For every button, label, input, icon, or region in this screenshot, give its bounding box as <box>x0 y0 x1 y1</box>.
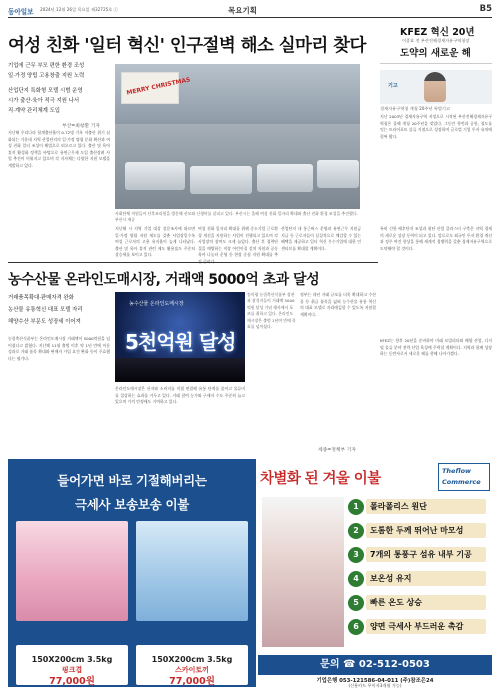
feature-number-icon: 1 <box>348 499 364 515</box>
article1-subhead: 시가 출산·육아 적극 지원 나서 <box>8 98 80 104</box>
feature-item: 빠른 온도 상승 <box>366 595 486 610</box>
article2-byline: 세종=정책부 기자 <box>318 448 356 453</box>
kfez-body-3: KFEZ는 향후 20년을 준비하며 미래 모빌리티와 해양 산업, 디지털 물류 분야 전략 산업 육성에 주력할 계획이다. 지역과 함께 성장하는 동반자로서 새로운 해를 향해 나아가겠다. <box>380 338 492 357</box>
article1-body-col4: 산업단지 내 통근버스 운영과 유연근무 지원금 지급 등 근로자들이 실질적으로 체감할 수 있는 혜택을 제공하고 일터 혁신 우수기업에 대한 인센티브를 확대할 계획이다. <box>281 226 361 251</box>
baby-bassinet <box>190 166 252 194</box>
article1-body-col2: 지난해 시 지역 기업 대상 설문조사에 따르면 일·가정 양립 지원 제도를 갖춘 사업장일수록 여성 근로자의 고용 유지율이 높게 나타났다. 출산 및 육아 휴직 관련 제도 활용률도 꾸준히 상승세를 보이고 있다. <box>115 226 195 258</box>
feature-item: 도톰한 두께 뛰어난 마모성 <box>366 523 486 538</box>
article1-subhead: 산업단지 특화형 모델 시범 운영 <box>8 88 83 94</box>
baby-bassinet <box>125 162 185 190</box>
columnist-portrait <box>380 70 492 104</box>
christmas-banner-text: MERRY CHRISTMAS <box>125 76 192 97</box>
article2-subhead: 해양수산 부문도 성장세 이어져 <box>8 319 81 325</box>
article2-body-col3: 정부는 내년 거래 규모를 더욱 확대하고 수산물 등 취급 품목을 넓혀 농수산물 유통 혁신의 대표 모델로 자리매김할 수 있도록 지원할 계획이다. <box>300 292 376 317</box>
blanket-product-image <box>262 497 344 647</box>
feature-number-icon: 3 <box>348 547 364 563</box>
columnist-photo <box>424 72 446 102</box>
product-color: 스카이토끼 <box>175 666 209 674</box>
brand-line-2: Commerce <box>442 478 481 486</box>
article1-headline: 여성 친화 '일터 혁신' 인구절벽 해소 실마리 찾다 <box>8 36 366 56</box>
issue-date: 2024년 12월 26일 목요일 제32725호 ⓒ <box>40 7 118 12</box>
feature-item: 폴라폴리스 원단 <box>366 499 486 514</box>
feature-number-icon: 4 <box>348 571 364 587</box>
section-divider <box>8 262 378 263</box>
event-participants <box>115 358 245 382</box>
kfez-subtitle: 이종효 전 부산진해경제자유구역청장 <box>402 38 470 43</box>
kfez-tagline: 도약의 새로운 해 <box>400 48 471 59</box>
ad-contact-phone[interactable]: 문의 ☎ 02-512-0503 <box>258 655 492 675</box>
article1-photo <box>115 64 360 209</box>
baby-bassinet <box>257 164 313 192</box>
feature-number-icon: 6 <box>348 619 364 635</box>
kfez-title: KFEZ 혁신 20년 <box>400 27 475 38</box>
kfez-column-tag: 경제자유구역청 개청 20주년 특별기고 <box>380 106 450 111</box>
product-price: 77,000원 <box>49 676 95 687</box>
winter-blanket-advertisement[interactable] <box>258 459 492 687</box>
blanket-advertisement[interactable] <box>8 459 256 687</box>
newspaper-logo: 동아일보 <box>8 8 34 16</box>
product-spec: 150X200cm 3.5kg <box>31 655 113 664</box>
kfez-body-2: 특히 신항 배후단지 조성과 첨단 산업 클러스터 구축은 지역 경제의 새로운 성장 동력이 되고 있다. 앞으로도 외국인 투자 환경 개선과 정주 여건 향상을 통해 세계적 경쟁력을 갖춘 경제자유구역으로 도약해야 할 것이다. <box>380 226 492 251</box>
feature-item: 7개의 통풍구 섬유 내부 기공 <box>366 547 486 562</box>
product-image-sky <box>136 521 248 621</box>
ad-bank-account: 기업은행 053-121586-04-011 (주)참조은24 <box>316 678 434 684</box>
article1-photo-caption: 사회단체 직원들이 산후조리원을 방문해 산모와 신생아를 살피고 있다. 부산시는 올해 여성 친화 일자리 확대와 출산 친화 환경 조성을 추진했다. 부산시 제공 <box>115 211 358 222</box>
product-spec: 150X200cm 3.5kg <box>151 655 233 664</box>
brand-line-1: Theflow <box>442 467 472 475</box>
product-image-pink <box>16 521 128 621</box>
article1-subhead: 기업에 근무 부모 편한 환경 조성 <box>8 63 85 69</box>
product-color: 핑크겹 <box>61 666 83 674</box>
ad-headline-1: 들어가면 바로 기절해버리는 <box>57 473 207 488</box>
page-header <box>8 4 492 18</box>
article1-subhead: 일·가정 양립 고용창출 지원 노력 <box>8 73 85 79</box>
brand-logo <box>438 463 490 491</box>
article2-body-col2: 온라인도매시장은 산지와 소비지를 직접 연결해 유통 단계를 줄이고 물류비를 절감하는 효과를 거두고 있다. 거래 참여 농가와 구매자 수도 꾸준히 늘고 있으며 가격 안정에도 기여하고 있다. <box>115 386 245 405</box>
column-label: 기고 <box>388 83 398 89</box>
article1-body-col3: 여성 친화 일자리 확대를 위해 중소기업 근로환경 개선을 지원하는 사업이 진행되고 있으며 각 사업장의 참여도 크게 늘었다. 출산 후 경력단절을 예방하는 직장 어린이집 설치 지원과 공동 육아 나눔터 운영 등 현장 중심 지원 확대를 추진 중이다. <box>198 226 278 264</box>
feature-number-icon: 5 <box>348 595 364 611</box>
feature-item: 보온성 유지 <box>366 571 486 586</box>
article2-headline: 농수산물 온라인도매시장, 거래액 5000억 초과 달성 <box>8 272 320 288</box>
feature-item: 양면 극세사 부드러운 촉감 <box>366 619 486 634</box>
event-stage-text: 5천억원 달성 <box>125 330 236 354</box>
article1-body-col1: 지난해 우리나라 합계출산율이 0.72명 기록 저출산 위기 심화되는 가운데 지역 산업단지의 일·가정 양립 문화 확산과 여성 친화 일터 조성이 해법으로 떠오르고 있다. 출산 및 육아 휴직 활성화 정책을 바탕으로 유연근무제 도입 출산장려 사업 추진이 이뤄지고 있으며 각 지자체는 다양한 지원 모델을 개발하고 있다. <box>8 130 110 168</box>
article2-subhead: 농산물 유통혁신 대표 모델 자리 <box>8 307 83 313</box>
article1-byline: 부산=최창환 기자 <box>62 124 100 129</box>
christmas-banner <box>121 72 192 104</box>
kfez-column-header <box>380 24 492 64</box>
kfez-body-1: 지난 2003년 경제자유구역 지정으로 시작된 부산진해경제자유구역청은 올해 개청 20주년을 맞았다. 그동안 항만과 공항, 철도를 잇는 트라이포트 물류 거점으로 성장하며 글로벌 기업 투자 유치에 힘써 왔다. <box>380 114 492 139</box>
feature-number-icon: 2 <box>348 523 364 539</box>
section-title: 목요기획 <box>228 6 257 15</box>
ad2-headline: 차별화 된 겨울 이불 <box>260 471 381 487</box>
event-stage-banner: 농수산물 온라인도매시장 <box>129 301 184 307</box>
ad-headline-2: 극세사 보송보송 이불 <box>74 497 190 512</box>
baby-bassinet <box>317 160 359 188</box>
article2-photo <box>115 292 245 382</box>
article1-subhead: 직·계약 관리체계 도입 <box>8 108 61 114</box>
product-price: 77,000원 <box>169 676 215 687</box>
article2-subhead: 거래품목확대·판매자격 완화 <box>8 295 74 301</box>
page-number: B5 <box>479 4 492 14</box>
article2-body-col1: 농림축산식품부는 온라인도매시장 거래액이 5000억원을 넘어섰다고 밝혔다. 지난해 11월 출범 이후 약 1년 만에 이룬 성과로 거래 품목 확대와 판매자 가입 요건 완화 등이 주효했다는 평가다. <box>8 336 110 361</box>
ad-payment-note: (신용카드 무이자3개월 가능) <box>348 683 402 688</box>
article2-photo-caption: 송미령 농림축산식품부 장관과 참석자들이 거래액 5000억원 달성 기념 행사에서 포즈를 취하고 있다. 온라인도매시장은 출범 1년여 만에 목표를 넘어섰다. <box>247 292 296 330</box>
